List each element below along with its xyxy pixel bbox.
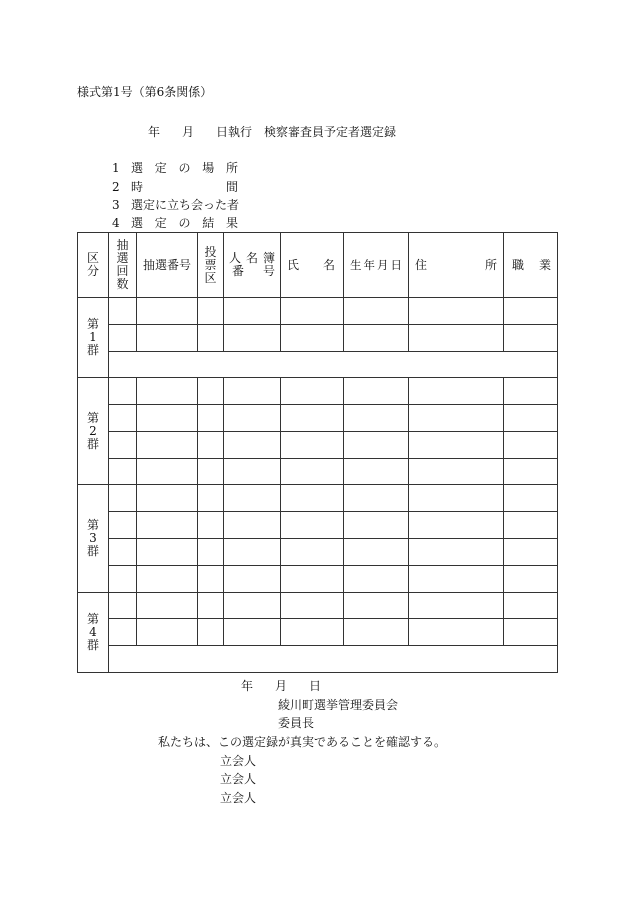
table-row [78, 512, 558, 539]
header-voting-district: 投 票 区 [198, 233, 224, 298]
committee-name: 綾川町選挙管理委員会 [278, 698, 399, 712]
header-draw-count: 抽 選 回 数 [109, 233, 137, 298]
footer-date: 年 月 日 [241, 679, 322, 693]
witness-2: 立会人 [220, 772, 257, 786]
selection-result-table [77, 232, 558, 673]
item-number: 2 [112, 180, 120, 194]
table-row-blank [78, 351, 558, 378]
header-kubun: 区 分 [78, 233, 109, 298]
table-row [78, 298, 558, 325]
table-row [78, 324, 558, 351]
header-draw-number: 抽選番号 [137, 233, 198, 298]
item-label: 時 間 [131, 180, 238, 194]
witness-3: 立会人 [220, 791, 257, 805]
header-birthdate: 生 年 月 日 [344, 233, 409, 298]
table-row [78, 485, 558, 512]
item-number: 4 [112, 216, 120, 230]
chair-label: 委員長 [278, 716, 315, 730]
title-rest: 日執行 検察審査員予定者選定録 [216, 125, 397, 139]
table-row [78, 405, 558, 432]
group-3-label: 第 3 群 [78, 485, 109, 592]
group-4-label: 第 4 群 [78, 592, 109, 672]
item-number: 3 [112, 198, 120, 212]
item-label: 選 定 の 場 所 [131, 161, 238, 175]
item-number: 1 [112, 161, 120, 175]
table-row [78, 565, 558, 592]
confirmation-statement: 私たちは、この選定録が真実であることを確認する。 [158, 735, 447, 749]
table-row [78, 539, 558, 566]
table-row-blank [78, 646, 558, 673]
header-occupation: 職 業 [504, 233, 558, 298]
table-row [78, 431, 558, 458]
table-row [78, 458, 558, 485]
group-1-label: 第 1 群 [78, 298, 109, 378]
form-number-label: 様式第1号（第6条関係） [77, 85, 213, 99]
table-row [78, 592, 558, 619]
header-register-number: 人 名 簿 番 号 [224, 233, 281, 298]
table-row [78, 619, 558, 646]
group-2-label: 第 2 群 [78, 378, 109, 485]
title-month: 月 [182, 125, 195, 139]
witness-1: 立会人 [220, 754, 257, 768]
item-label: 選 定 の 結 果 [131, 216, 238, 230]
document-title [148, 125, 396, 139]
table-row [78, 378, 558, 405]
item-label: 選定に立ち会った者 [131, 198, 240, 212]
title-year: 年 [148, 125, 161, 139]
header-name: 氏 名 [281, 233, 344, 298]
header-address: 住 所 [409, 233, 504, 298]
